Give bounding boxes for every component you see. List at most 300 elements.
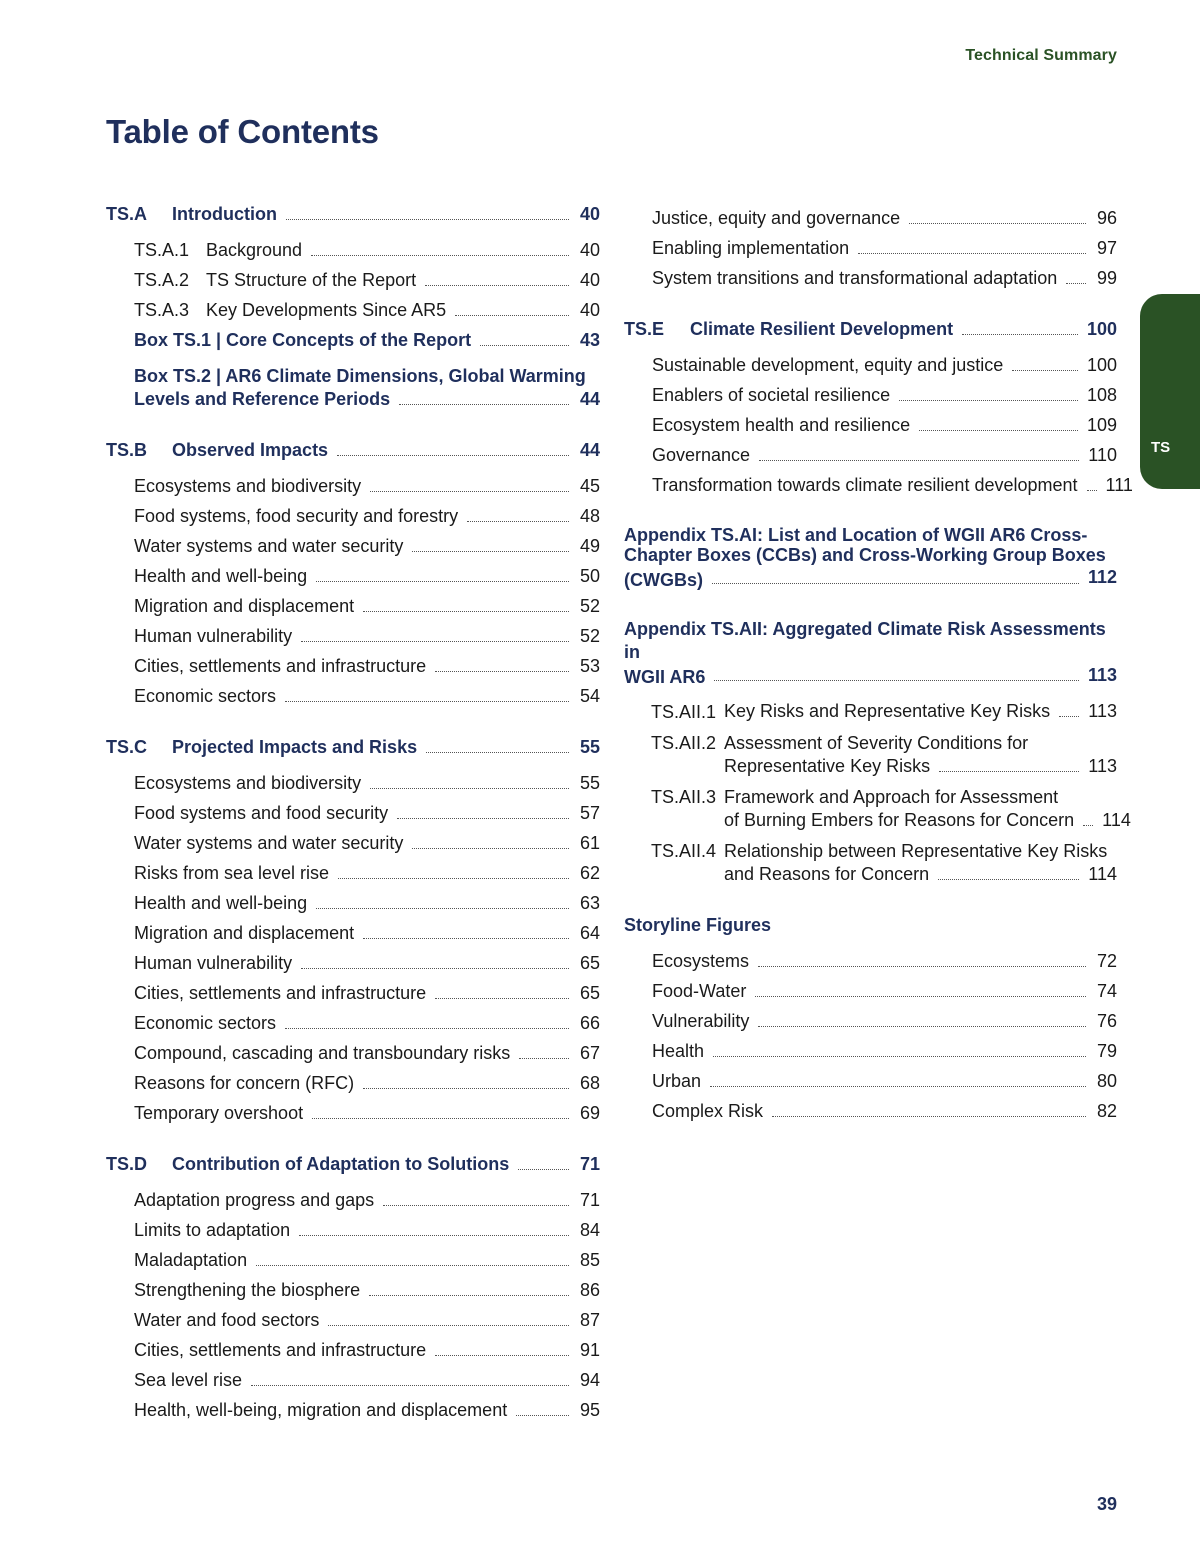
toc-entry[interactable] bbox=[106, 1279, 600, 1302]
toc-entry[interactable] bbox=[106, 1249, 600, 1272]
entry-title: Migration and displacement bbox=[134, 923, 355, 943]
entry-title: Ecosystem health and resilience bbox=[652, 415, 911, 435]
page-ref: 85 bbox=[579, 1250, 600, 1270]
entry-title: Economic sectors bbox=[134, 686, 277, 706]
entry-body bbox=[724, 731, 1117, 778]
entry-title: Health and well-being bbox=[134, 893, 308, 913]
section-code: TS.D bbox=[106, 1154, 148, 1174]
leader-dots bbox=[301, 968, 569, 969]
spacer bbox=[624, 778, 1117, 785]
toc-entry[interactable] bbox=[106, 802, 600, 825]
page-ref: 54 bbox=[579, 686, 600, 706]
spacer bbox=[624, 886, 1117, 914]
leader-dots bbox=[328, 1325, 569, 1326]
toc-entry[interactable] bbox=[624, 1040, 1117, 1063]
entry-title: Water and food sectors bbox=[134, 1310, 320, 1330]
entry-title: Strengthening the biosphere bbox=[134, 1280, 361, 1300]
leader-dots bbox=[370, 788, 569, 789]
page-ref: 40 bbox=[579, 204, 600, 224]
section-title: Observed Impacts bbox=[172, 440, 329, 460]
toc-entry[interactable] bbox=[106, 1309, 600, 1332]
leader-dots bbox=[909, 223, 1086, 224]
entry-title: Background bbox=[206, 240, 303, 260]
entry-title-line: Levels and Reference Periods bbox=[134, 389, 391, 409]
leader-dots bbox=[251, 1385, 569, 1386]
page-ref: 44 bbox=[579, 389, 600, 409]
page-ref: 52 bbox=[579, 596, 600, 616]
entry-title-line: Chapter Boxes (CCBs) and Cross-Working Group Boxes bbox=[624, 545, 1106, 565]
entry-title: Enabling implementation bbox=[652, 238, 850, 258]
entry-body bbox=[724, 863, 1117, 886]
spacer bbox=[106, 411, 600, 439]
entry-title-line: Appendix TS.AI: List and Location of WGII AR6 Cross- bbox=[624, 525, 1088, 545]
toc-entry[interactable] bbox=[624, 1010, 1117, 1033]
spacer bbox=[106, 588, 600, 595]
spacer bbox=[106, 945, 600, 952]
toc-section-tsd[interactable] bbox=[106, 1153, 600, 1176]
page-ref: 114 bbox=[1102, 810, 1131, 830]
page-ref: 62 bbox=[579, 863, 600, 883]
toc-entry[interactable] bbox=[624, 207, 1117, 230]
toc-entry[interactable] bbox=[624, 414, 1117, 437]
spacer bbox=[106, 915, 600, 922]
page-ref: 67 bbox=[579, 1043, 600, 1063]
spacer bbox=[624, 230, 1117, 237]
entry-title-line: Relationship between Representative Key Risks bbox=[724, 841, 1108, 861]
spacer bbox=[624, 497, 1117, 525]
spacer bbox=[106, 1125, 600, 1153]
page-ref: 108 bbox=[1086, 385, 1117, 405]
spacer bbox=[106, 1332, 600, 1339]
entry-title bbox=[106, 1153, 509, 1176]
leader-dots bbox=[338, 878, 569, 879]
leader-dots bbox=[758, 966, 1086, 967]
page-ref: 97 bbox=[1096, 238, 1117, 258]
page-ref: 53 bbox=[579, 656, 600, 676]
page-ref: 113 bbox=[1087, 665, 1117, 685]
spacer bbox=[624, 1093, 1117, 1100]
toc-entry[interactable] bbox=[106, 1072, 600, 1095]
page-ref: 82 bbox=[1096, 1101, 1117, 1121]
page-ref: 79 bbox=[1096, 1041, 1117, 1061]
entry-title: System transitions and transformational adaptation bbox=[652, 268, 1058, 288]
toc-entry[interactable] bbox=[106, 269, 600, 292]
spacer bbox=[624, 724, 1117, 731]
toc-entry[interactable] bbox=[106, 1189, 600, 1212]
toc-right-column bbox=[624, 207, 1133, 1123]
page-ref: 84 bbox=[579, 1220, 600, 1240]
entry-title: Sustainable development, equity and justice bbox=[652, 355, 1004, 375]
leader-dots bbox=[516, 1415, 569, 1416]
leader-dots bbox=[938, 879, 1079, 880]
toc-entry[interactable] bbox=[106, 625, 600, 648]
page-ref: 61 bbox=[579, 833, 600, 853]
toc-entry[interactable] bbox=[624, 950, 1117, 973]
toc-entry-tsaii-4[interactable] bbox=[624, 839, 1117, 886]
entry-code: TS.A.1 bbox=[134, 240, 190, 260]
entry-code: TS.AII.2 bbox=[651, 733, 717, 753]
toc-entry[interactable] bbox=[106, 1012, 600, 1035]
leader-dots bbox=[939, 771, 1079, 772]
entry-title: Sea level rise bbox=[134, 1370, 243, 1390]
entry-body bbox=[724, 785, 1131, 832]
entry-title: Transformation towards climate resilient development bbox=[652, 475, 1078, 495]
page-ref: 40 bbox=[579, 240, 600, 260]
toc-entry[interactable] bbox=[624, 354, 1117, 377]
entry-title: Adaptation progress and gaps bbox=[134, 1190, 375, 1210]
page-ref: 44 bbox=[579, 440, 600, 460]
leader-dots bbox=[426, 752, 569, 753]
toc-section-tsa[interactable] bbox=[106, 203, 600, 226]
page-ref: 72 bbox=[1096, 951, 1117, 971]
spacer bbox=[106, 678, 600, 685]
leader-dots bbox=[363, 611, 569, 612]
section-title: Storyline Figures bbox=[624, 915, 772, 935]
entry-body bbox=[724, 755, 1117, 778]
leader-dots bbox=[1066, 283, 1086, 284]
leader-dots bbox=[311, 255, 569, 256]
page-ref: 80 bbox=[1096, 1071, 1117, 1091]
toc-entry[interactable] bbox=[624, 237, 1117, 260]
page-ref: 96 bbox=[1096, 208, 1117, 228]
page-ref: 50 bbox=[579, 566, 600, 586]
entry-title: TS Structure of the Report bbox=[206, 270, 417, 290]
entry-title: Reasons for concern (RFC) bbox=[134, 1073, 355, 1093]
leader-dots bbox=[435, 1355, 569, 1356]
spacer bbox=[106, 226, 600, 239]
leader-dots bbox=[299, 1235, 569, 1236]
toc-entry[interactable] bbox=[106, 1339, 600, 1362]
leader-dots bbox=[412, 848, 569, 849]
storyline-entries bbox=[624, 950, 1117, 1123]
toc-entry[interactable] bbox=[106, 832, 600, 855]
spacer bbox=[106, 759, 600, 772]
leader-dots bbox=[369, 1295, 569, 1296]
leader-dots bbox=[455, 315, 569, 316]
toc-entry[interactable] bbox=[106, 862, 600, 885]
entry-title bbox=[134, 299, 446, 322]
entry-body bbox=[724, 700, 1117, 723]
spacer bbox=[106, 1095, 600, 1102]
toc-section-tse[interactable] bbox=[624, 318, 1117, 341]
page-ref: 95 bbox=[579, 1400, 600, 1420]
entry-title bbox=[624, 318, 953, 341]
leader-dots bbox=[256, 1265, 569, 1266]
section-side-tab[interactable] bbox=[1140, 294, 1200, 489]
entry-title: Human vulnerability bbox=[134, 953, 293, 973]
leader-dots bbox=[285, 701, 569, 702]
spacer bbox=[106, 1272, 600, 1279]
leader-dots bbox=[710, 1086, 1086, 1087]
entry-title: of Burning Embers for Reasons for Concern bbox=[724, 810, 1075, 830]
page-ref: 55 bbox=[579, 737, 600, 757]
page-ref: 48 bbox=[579, 506, 600, 526]
leader-dots bbox=[919, 430, 1078, 431]
leader-dots bbox=[337, 455, 569, 456]
toc-box-ts1[interactable] bbox=[106, 329, 600, 352]
toc-entry[interactable] bbox=[106, 595, 600, 618]
page-ref: 114 bbox=[1088, 864, 1117, 884]
entry-title: Representative Key Risks bbox=[724, 756, 931, 776]
entry-title: Cities, settlements and infrastructure bbox=[134, 656, 427, 676]
toc-storyline-heading[interactable] bbox=[624, 914, 1117, 937]
spacer bbox=[106, 1065, 600, 1072]
spacer bbox=[106, 498, 600, 505]
spacer bbox=[106, 462, 600, 475]
page-ref: 100 bbox=[1086, 319, 1117, 339]
entry-title: Box TS.1 | Core Concepts of the Report bbox=[134, 330, 472, 350]
toc-entry[interactable] bbox=[106, 475, 600, 498]
leader-dots bbox=[1083, 825, 1093, 826]
tsd-entries bbox=[106, 1189, 600, 1422]
leader-dots bbox=[714, 680, 1079, 681]
leader-dots bbox=[397, 818, 569, 819]
spacer bbox=[106, 1212, 600, 1219]
toc-entry[interactable] bbox=[106, 505, 600, 528]
entry-title: Food systems and food security bbox=[134, 803, 389, 823]
page-ref: 64 bbox=[579, 923, 600, 943]
spacer bbox=[106, 1176, 600, 1189]
leader-dots bbox=[286, 219, 569, 220]
leader-dots bbox=[435, 671, 569, 672]
entry-title: Ecosystems and biodiversity bbox=[134, 773, 362, 793]
entry-code: TS.A.2 bbox=[134, 270, 190, 290]
page-ref: 43 bbox=[579, 330, 600, 350]
spacer bbox=[106, 1362, 600, 1369]
toc-appendix-ai[interactable] bbox=[624, 525, 1117, 590]
spacer bbox=[624, 437, 1117, 444]
toc-section-tsc[interactable] bbox=[106, 736, 600, 759]
entry-title: Ecosystems bbox=[652, 951, 750, 971]
spacer bbox=[624, 1063, 1117, 1070]
leader-dots bbox=[316, 908, 569, 909]
entry-title: Limits to adaptation bbox=[134, 1220, 291, 1240]
leader-dots bbox=[1059, 716, 1079, 717]
leader-dots bbox=[1087, 490, 1097, 491]
section-code: TS.B bbox=[106, 440, 148, 460]
leader-dots bbox=[399, 404, 569, 405]
entry-title: Food systems, food security and forestry bbox=[134, 506, 459, 526]
entry-title: Complex Risk bbox=[652, 1101, 764, 1121]
section-title: Introduction bbox=[172, 204, 277, 224]
spacer bbox=[106, 528, 600, 535]
leader-dots bbox=[712, 583, 1079, 584]
toc-section-tsb[interactable] bbox=[106, 439, 600, 462]
spacer bbox=[106, 352, 600, 365]
entry-title: Health bbox=[652, 1041, 705, 1061]
side-tab-label: TS bbox=[1151, 439, 1171, 456]
entry-code: TS.AII.1 bbox=[651, 702, 717, 722]
spacer bbox=[624, 407, 1117, 414]
spacer bbox=[106, 825, 600, 832]
page-title: Table of Contents bbox=[106, 113, 379, 150]
entry-title: Governance bbox=[652, 445, 751, 465]
section-title: Contribution of Adaptation to Solutions bbox=[172, 1154, 510, 1174]
entry-body bbox=[724, 839, 1117, 886]
entry-body bbox=[724, 700, 1117, 723]
toc-entry[interactable] bbox=[106, 1102, 600, 1125]
entry-body bbox=[724, 809, 1131, 832]
toc-entry[interactable] bbox=[106, 655, 600, 678]
page-ref: 94 bbox=[579, 1370, 600, 1390]
leader-dots bbox=[759, 460, 1079, 461]
page-ref: 76 bbox=[1096, 1011, 1117, 1031]
toc-entry[interactable] bbox=[106, 239, 600, 262]
page-ref: 71 bbox=[579, 1154, 600, 1174]
entry-title: Food-Water bbox=[652, 981, 747, 1001]
entry-title: Cities, settlements and infrastructure bbox=[134, 1340, 427, 1360]
entry-title-line: (CWGBs) bbox=[624, 570, 703, 590]
spacer bbox=[106, 975, 600, 982]
entry-title: Enablers of societal resilience bbox=[652, 385, 891, 405]
page-ref: 111 bbox=[1105, 475, 1133, 495]
entry-title: Maladaptation bbox=[134, 1250, 248, 1270]
spacer bbox=[106, 618, 600, 625]
leader-dots bbox=[758, 1026, 1086, 1027]
toc-entry[interactable] bbox=[106, 535, 600, 558]
entry-title: Health, well-being, migration and displacement bbox=[134, 1400, 508, 1420]
toc-entry[interactable] bbox=[106, 922, 600, 945]
leader-dots bbox=[383, 1205, 569, 1206]
leader-dots bbox=[467, 521, 569, 522]
tsc-entries bbox=[106, 772, 600, 1125]
entry-title: Risks from sea level rise bbox=[134, 863, 330, 883]
leader-dots bbox=[858, 253, 1086, 254]
entry-title bbox=[106, 439, 328, 462]
page-ref: 74 bbox=[1096, 981, 1117, 1001]
toc-left-column bbox=[106, 203, 600, 1422]
leader-dots bbox=[435, 998, 569, 999]
leader-dots bbox=[412, 551, 569, 552]
toc-entry[interactable] bbox=[106, 685, 600, 708]
section-title: Projected Impacts and Risks bbox=[172, 737, 418, 757]
entry-title: Key Risks and Representative Key Risks bbox=[724, 701, 1051, 721]
entry-title: and Reasons for Concern bbox=[724, 864, 930, 884]
section-title: Climate Resilient Development bbox=[690, 319, 954, 339]
entry-title-line: Assessment of Severity Conditions for bbox=[724, 733, 1029, 753]
spacer bbox=[106, 1035, 600, 1042]
spacer bbox=[624, 290, 1117, 318]
toc-entry-tsaii-2[interactable] bbox=[624, 731, 1117, 778]
running-head: Technical Summary bbox=[965, 47, 1117, 64]
page-ref: 91 bbox=[579, 1340, 600, 1360]
spacer bbox=[106, 708, 600, 736]
leader-dots bbox=[363, 1088, 569, 1089]
spacer bbox=[106, 885, 600, 892]
leader-dots bbox=[518, 1169, 569, 1170]
toc-entry[interactable] bbox=[624, 444, 1117, 467]
page-ref: 40 bbox=[579, 270, 600, 290]
page-ref: 57 bbox=[579, 803, 600, 823]
leader-dots bbox=[713, 1056, 1086, 1057]
page-ref: 87 bbox=[579, 1310, 600, 1330]
leader-dots bbox=[899, 400, 1078, 401]
entry-title: Water systems and water security bbox=[134, 536, 404, 556]
toc-entry[interactable] bbox=[624, 474, 1133, 497]
spacer bbox=[106, 1242, 600, 1249]
page-ref: 110 bbox=[1088, 445, 1117, 465]
spacer bbox=[624, 832, 1117, 839]
entry-code: TS.AII.4 bbox=[651, 841, 717, 861]
page-ref: 86 bbox=[579, 1280, 600, 1300]
page-ref: 109 bbox=[1086, 415, 1117, 435]
toc-entry-tsaii-3[interactable] bbox=[624, 785, 1131, 832]
entry-title-line: Framework and Approach for Assessment bbox=[724, 787, 1059, 807]
entry-title bbox=[106, 736, 417, 759]
leader-dots bbox=[370, 491, 569, 492]
leader-dots bbox=[301, 641, 569, 642]
toc-box-ts2[interactable] bbox=[106, 365, 600, 411]
toc-entry[interactable] bbox=[106, 1042, 600, 1065]
entry-title: Water systems and water security bbox=[134, 833, 404, 853]
page-ref: 99 bbox=[1096, 268, 1117, 288]
leader-dots bbox=[312, 1118, 569, 1119]
toc-entry[interactable] bbox=[624, 267, 1117, 290]
page-number: 39 bbox=[1096, 1494, 1117, 1514]
leader-dots bbox=[1012, 370, 1078, 371]
toc-entry[interactable] bbox=[106, 1219, 600, 1242]
toc-entry-tsaii-1[interactable] bbox=[624, 700, 1117, 724]
entry-title: Vulnerability bbox=[652, 1011, 750, 1031]
spacer bbox=[624, 260, 1117, 267]
spacer bbox=[106, 1302, 600, 1309]
tsb-entries bbox=[106, 475, 600, 708]
toc-entry[interactable] bbox=[106, 892, 600, 915]
entry-title: Ecosystems and biodiversity bbox=[134, 476, 362, 496]
page-ref: 69 bbox=[579, 1103, 600, 1123]
entry-title: Urban bbox=[652, 1071, 702, 1091]
toc-entry[interactable] bbox=[106, 1369, 600, 1392]
page-ref: 113 bbox=[1088, 701, 1117, 721]
section-code: TS.A bbox=[106, 204, 148, 224]
page-ref: 49 bbox=[579, 536, 600, 556]
toc-appendix-aii[interactable] bbox=[624, 618, 1117, 687]
spacer bbox=[624, 937, 1117, 950]
page-ref: 45 bbox=[579, 476, 600, 496]
toc-entry[interactable] bbox=[624, 1070, 1117, 1093]
toc-entry[interactable] bbox=[106, 772, 600, 795]
toc-entry[interactable] bbox=[106, 565, 600, 588]
spacer bbox=[624, 973, 1117, 980]
spacer bbox=[106, 855, 600, 862]
tse-entries bbox=[624, 354, 1133, 497]
spacer bbox=[106, 262, 600, 269]
leader-dots bbox=[363, 938, 569, 939]
toc-entry[interactable] bbox=[106, 299, 600, 322]
toc-entry[interactable] bbox=[624, 1100, 1117, 1123]
toc-entry[interactable] bbox=[106, 982, 600, 1005]
section-code: TS.E bbox=[624, 319, 665, 339]
toc-entry[interactable] bbox=[106, 952, 600, 975]
page-ref: 40 bbox=[579, 300, 600, 320]
entry-title: Human vulnerability bbox=[134, 626, 293, 646]
toc-entry[interactable] bbox=[624, 384, 1117, 407]
page-ref: 65 bbox=[579, 953, 600, 973]
entry-title: Justice, equity and governance bbox=[652, 208, 901, 228]
leader-dots bbox=[962, 334, 1078, 335]
entry-code: TS.AII.3 bbox=[651, 787, 717, 807]
toc-entry[interactable] bbox=[624, 980, 1117, 1003]
spacer bbox=[106, 795, 600, 802]
page-ref: 68 bbox=[579, 1073, 600, 1093]
toc-entry[interactable] bbox=[106, 1399, 600, 1422]
spacer bbox=[106, 1392, 600, 1399]
entry-title bbox=[106, 203, 277, 226]
spacer bbox=[106, 558, 600, 565]
page-ref: 66 bbox=[579, 1013, 600, 1033]
entry-title bbox=[134, 269, 416, 292]
spacer bbox=[624, 467, 1117, 474]
